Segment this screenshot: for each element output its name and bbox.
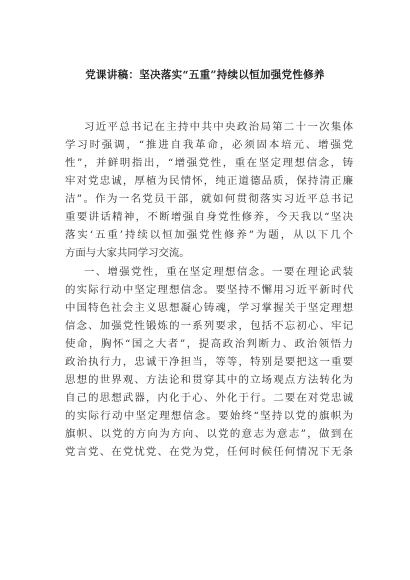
paragraph-2-line: 思想的世界观、方法论和贯穿其中的立场观点方法转化为 bbox=[65, 374, 353, 386]
paragraph-2-line: 信念、加强党性锻炼的一系列要求，包括不忘初心、牢记 bbox=[65, 320, 353, 332]
paragraph-2-line: 自己的思想武器，内化于心、外化于行。二要在对党忠诚 bbox=[65, 392, 353, 404]
paragraph-1-line: 牢对党忠诚，厚植为民情怀，纯正道德品质，保持清正廉 bbox=[65, 175, 353, 187]
paragraph-2-line: 党言党、在党忧党、在党为党，任何时候任何情况下无条 bbox=[65, 446, 353, 458]
paragraph-2-line: 中国特色社会主义思想凝心铸魂，学习掌握关于坚定理想 bbox=[65, 302, 353, 314]
paragraph-1-line: 性”，并鲜明指出，“增强党性，重在坚定理想信念，铸 bbox=[65, 157, 353, 169]
paragraph-2-line: 旗帜、以党的方向为方向、以党的意志为意志”，做到在 bbox=[65, 428, 353, 440]
document-title: 党课讲稿：坚决落实“五重”持续以恒加强党性修养 bbox=[85, 69, 325, 81]
paragraph-2-line: 使命，胸怀“国之大者”，提高政治判断力、政治领悟力 bbox=[65, 338, 353, 350]
paragraph-2-line: 政治执行力，忠诚干净担当，等等，特别是要把这一重要 bbox=[65, 356, 353, 368]
paragraph-2-line: 的实际行动中坚定理想信念。要始终“坚持以党的旗帜为 bbox=[65, 410, 353, 422]
paragraph-1-line: 重要讲话精神，不断增强自身党性修养，今天我以“坚决 bbox=[65, 211, 353, 223]
paragraph-1-line: 方面与大家共同学习交流。 bbox=[65, 247, 190, 259]
paragraph-2-line: 一、增强党性，重在坚定理想信念。一要在理论武装 bbox=[84, 266, 353, 278]
paragraph-1-line: 习近平总书记在主持中共中央政治局第二十一次集体 bbox=[84, 121, 353, 133]
paragraph-2-line: 的实际行动中坚定理想信念。要坚持不懈用习近平新时代 bbox=[65, 284, 353, 296]
paragraph-1-line: 洁”。作为一名党员干部，就如何贯彻落实习近平总书记 bbox=[65, 193, 353, 205]
paragraph-1-line: 落实‘五重’持续以恒加强党性修养”为题，从以下几个 bbox=[65, 229, 353, 241]
paragraph-1-line: 学习时强调，“推进自我革命，必须固本培元、增强党 bbox=[65, 139, 353, 151]
